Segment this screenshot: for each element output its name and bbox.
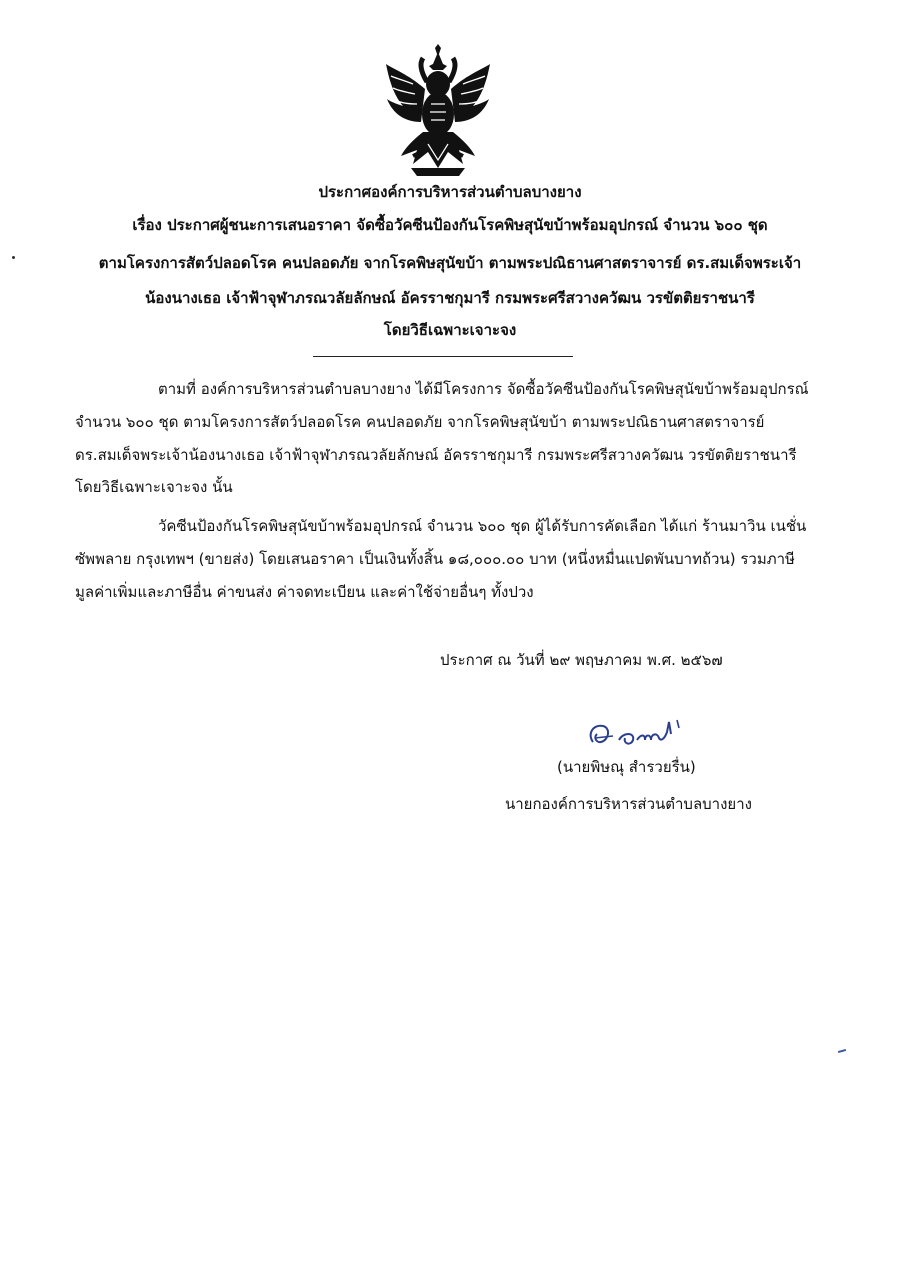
paragraph-2-line-2: ซัพพลาย กรุงเทพฯ (ขายส่ง) โดยเสนอราคา เป็นเงินทั้งสิ้น ๑๘,๐๐๐.๐๐ บาท (หนึ่งหมื่นแปดพันบาทถ้วน) รวมภาษี [75, 550, 795, 568]
paragraph-2-line-1: วัคซีนป้องกันโรคพิษสุนัขบ้าพร้อมอุปกรณ์ จำนวน ๖๐๐ ชุด ผู้ได้รับการคัดเลือก ได้แก่ ร้านมาวิน เนชั่น [158, 517, 807, 535]
announcement-agency-heading: ประกาศองค์การบริหารส่วนตำบลบางยาง [318, 183, 582, 201]
announcement-subject-line-2: ตามโครงการสัตว์ปลอดโรค คนปลอดภัย จากโรคพิษสุนัขบ้า ตามพระปณิธานศาสตราจารย์ ดร.สมเด็จพระเจ้า [98, 254, 802, 272]
announcement-subject-line-1: เรื่อง ประกาศผู้ชนะการเสนอราคา จัดซื้อวัคซีนป้องกันโรคพิษสุนัขบ้าพร้อมอุปกรณ์ จำนวน ๖๐๐ ชุด [132, 216, 768, 234]
handwritten-signature-icon [585, 712, 700, 754]
announcement-date: ประกาศ ณ วันที่ ๒๙ พฤษภาคม พ.ศ. ๒๕๖๗ [440, 651, 723, 669]
paragraph-1-line-4: โดยวิธีเฉพาะเจาะจง นั้น [75, 478, 233, 496]
announcement-subject-line-4: โดยวิธีเฉพาะเจาะจง [383, 321, 517, 339]
paragraph-1-line-2: จำนวน ๖๐๐ ชุด ตามโครงการสัตว์ปลอดโรค คนปลอดภัย จากโรคพิษสุนัขบ้า ตามพระปณิธานศาสตราจารย์ [75, 413, 765, 431]
scan-ink-mark [838, 1049, 846, 1053]
signer-name: (นายพิษณุ สำรวยรื่น) [557, 758, 696, 776]
paragraph-2-line-3: มูลค่าเพิ่มและภาษีอื่น ค่าขนส่ง ค่าจดทะเบียน และค่าใช้จ่ายอื่นๆ ทั้งปวง [75, 583, 534, 601]
paragraph-1-line-1: ตามที่ องค์การบริหารส่วนตำบลบางยาง ได้มีโครงการ จัดซื้อวัคซีนป้องกันโรคพิษสุนัขบ้าพร้อมอุปกรณ์ [158, 380, 809, 398]
signer-position: นายกองค์การบริหารส่วนตำบลบางยาง [505, 795, 752, 813]
announcement-subject-line-3: น้องนางเธอ เจ้าฟ้าจุฬาภรณวลัยลักษณ์ อัครราชกุมารี กรมพระศรีสวางควัฒน วรขัตติยราชนารี [145, 289, 755, 307]
paragraph-1-line-3: ดร.สมเด็จพระเจ้าน้องนางเธอ เจ้าฟ้าจุฬาภรณวลัยลักษณ์ อัครราชกุมารี กรมพระศรีสวางควัฒน วรขัตติยราชนารี [75, 446, 797, 464]
heading-divider [313, 356, 573, 357]
garuda-emblem-icon [383, 44, 493, 179]
scan-speck [12, 256, 15, 259]
